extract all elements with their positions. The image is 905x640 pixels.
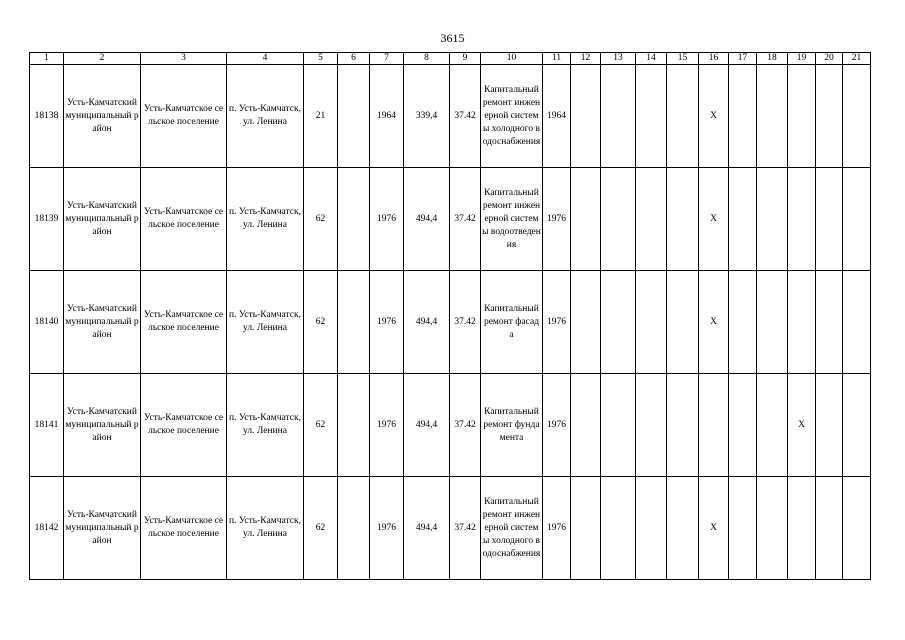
- period-cell: [571, 477, 601, 580]
- year-built-cell: 1976: [370, 168, 404, 271]
- period-cell: [843, 271, 871, 374]
- house-number-cell: 62: [304, 374, 338, 477]
- period-cell: [667, 374, 699, 477]
- period-cell: [571, 271, 601, 374]
- period-cell: [757, 168, 788, 271]
- year-built-cell: 1976: [370, 477, 404, 580]
- work-type-cell: Капитальный ремонт фасада: [481, 271, 543, 374]
- work-type-cell: Капитальный ремонт инженерной системы холодного водоснабжения: [481, 65, 543, 168]
- record-number-cell: 18138: [30, 65, 64, 168]
- record-number-cell: 18139: [30, 168, 64, 271]
- column-header: 5: [304, 53, 338, 65]
- work-type-cell: Капитальный ремонт фундамента: [481, 374, 543, 477]
- area-cell: 494,4: [404, 374, 450, 477]
- period-cell: X: [699, 65, 729, 168]
- column-header: 4: [227, 53, 304, 65]
- period-cell: [816, 271, 843, 374]
- record-number-cell: 18142: [30, 477, 64, 580]
- building-cell: [338, 271, 370, 374]
- area-cell: 494,4: [404, 168, 450, 271]
- year-cell: 1976: [543, 168, 571, 271]
- period-cell: [788, 168, 816, 271]
- rate-cell: 37.42: [450, 477, 481, 580]
- period-cell: X: [699, 168, 729, 271]
- column-header: 9: [450, 53, 481, 65]
- area-cell: 494,4: [404, 271, 450, 374]
- period-cell: [788, 477, 816, 580]
- building-cell: [338, 65, 370, 168]
- building-cell: [338, 477, 370, 580]
- column-header: 7: [370, 53, 404, 65]
- period-cell: [636, 374, 667, 477]
- rate-cell: 37.42: [450, 168, 481, 271]
- period-cell: X: [788, 374, 816, 477]
- period-cell: [729, 271, 757, 374]
- column-header: 18: [757, 53, 788, 65]
- address-cell: п. Усть-Камчатск, ул. Ленина: [227, 65, 304, 168]
- column-header: 3: [141, 53, 227, 65]
- area-cell: 339,4: [404, 65, 450, 168]
- municipal-district-cell: Усть-Камчатский муниципальный район: [64, 374, 141, 477]
- period-cell: [843, 477, 871, 580]
- address-cell: п. Усть-Камчатск, ул. Ленина: [227, 168, 304, 271]
- period-cell: [757, 65, 788, 168]
- column-header: 20: [816, 53, 843, 65]
- column-header: 6: [338, 53, 370, 65]
- period-cell: [667, 271, 699, 374]
- period-cell: [757, 374, 788, 477]
- column-header: 14: [636, 53, 667, 65]
- period-cell: X: [699, 271, 729, 374]
- period-cell: X: [699, 477, 729, 580]
- column-header: 11: [543, 53, 571, 65]
- settlement-cell: Усть-Камчатское сельское поселение: [141, 65, 227, 168]
- work-type-cell: Капитальный ремонт инженерной системы водоотведения: [481, 168, 543, 271]
- settlement-cell: Усть-Камчатское сельское поселение: [141, 374, 227, 477]
- period-cell: [601, 477, 636, 580]
- period-cell: [843, 65, 871, 168]
- rate-cell: 37.42: [450, 65, 481, 168]
- municipal-district-cell: Усть-Камчатский муниципальный район: [64, 477, 141, 580]
- table-row: [30, 65, 871, 168]
- period-cell: [729, 477, 757, 580]
- period-cell: [757, 271, 788, 374]
- address-cell: п. Усть-Камчатск, ул. Ленина: [227, 374, 304, 477]
- period-cell: [571, 65, 601, 168]
- column-header: 15: [667, 53, 699, 65]
- page-number: 3615: [440, 31, 465, 45]
- period-cell: [636, 65, 667, 168]
- year-cell: 1976: [543, 477, 571, 580]
- period-cell: [571, 168, 601, 271]
- period-cell: [667, 65, 699, 168]
- year-built-cell: 1976: [370, 374, 404, 477]
- rate-cell: 37.42: [450, 271, 481, 374]
- building-cell: [338, 374, 370, 477]
- period-cell: [788, 65, 816, 168]
- work-type-cell: Капитальный ремонт инженерной системы холодного водоснабжения: [481, 477, 543, 580]
- column-header: 10: [481, 53, 543, 65]
- period-cell: [667, 168, 699, 271]
- period-cell: [729, 65, 757, 168]
- period-cell: [571, 374, 601, 477]
- period-cell: [699, 374, 729, 477]
- column-header: 2: [64, 53, 141, 65]
- building-cell: [338, 168, 370, 271]
- year-built-cell: 1964: [370, 65, 404, 168]
- period-cell: [636, 271, 667, 374]
- municipal-district-cell: Усть-Камчатский муниципальный район: [64, 271, 141, 374]
- column-header: 17: [729, 53, 757, 65]
- period-cell: [601, 65, 636, 168]
- rate-cell: 37.42: [450, 374, 481, 477]
- settlement-cell: Усть-Камчатское сельское поселение: [141, 271, 227, 374]
- period-cell: [816, 477, 843, 580]
- period-cell: [757, 477, 788, 580]
- municipal-district-cell: Усть-Камчатский муниципальный район: [64, 65, 141, 168]
- period-cell: [843, 168, 871, 271]
- period-cell: [729, 374, 757, 477]
- area-cell: 494,4: [404, 477, 450, 580]
- record-number-cell: 18140: [30, 271, 64, 374]
- period-cell: [788, 271, 816, 374]
- municipal-district-cell: Усть-Камчатский муниципальный район: [64, 168, 141, 271]
- house-number-cell: 21: [304, 65, 338, 168]
- year-cell: 1976: [543, 374, 571, 477]
- table-row: [30, 168, 871, 271]
- column-header: 1: [30, 53, 64, 65]
- period-cell: [843, 374, 871, 477]
- house-number-cell: 62: [304, 477, 338, 580]
- settlement-cell: Усть-Камчатское сельское поселение: [141, 477, 227, 580]
- column-number-row: [30, 53, 871, 65]
- column-header: 13: [601, 53, 636, 65]
- table-row: [30, 374, 871, 477]
- registry-table: [29, 52, 871, 580]
- column-header: 21: [843, 53, 871, 65]
- column-header: 19: [788, 53, 816, 65]
- year-built-cell: 1976: [370, 271, 404, 374]
- settlement-cell: Усть-Камчатское сельское поселение: [141, 168, 227, 271]
- period-cell: [601, 271, 636, 374]
- record-number-cell: 18141: [30, 374, 64, 477]
- period-cell: [729, 168, 757, 271]
- period-cell: [601, 168, 636, 271]
- year-cell: 1976: [543, 271, 571, 374]
- period-cell: [636, 477, 667, 580]
- column-header: 12: [571, 53, 601, 65]
- table-row: [30, 271, 871, 374]
- period-cell: [601, 374, 636, 477]
- table-row: [30, 477, 871, 580]
- house-number-cell: 62: [304, 271, 338, 374]
- period-cell: [816, 168, 843, 271]
- period-cell: [636, 168, 667, 271]
- address-cell: п. Усть-Камчатск, ул. Ленина: [227, 477, 304, 580]
- period-cell: [816, 65, 843, 168]
- period-cell: [667, 477, 699, 580]
- period-cell: [816, 374, 843, 477]
- house-number-cell: 62: [304, 168, 338, 271]
- column-header: 16: [699, 53, 729, 65]
- address-cell: п. Усть-Камчатск, ул. Ленина: [227, 271, 304, 374]
- year-cell: 1964: [543, 65, 571, 168]
- column-header: 8: [404, 53, 450, 65]
